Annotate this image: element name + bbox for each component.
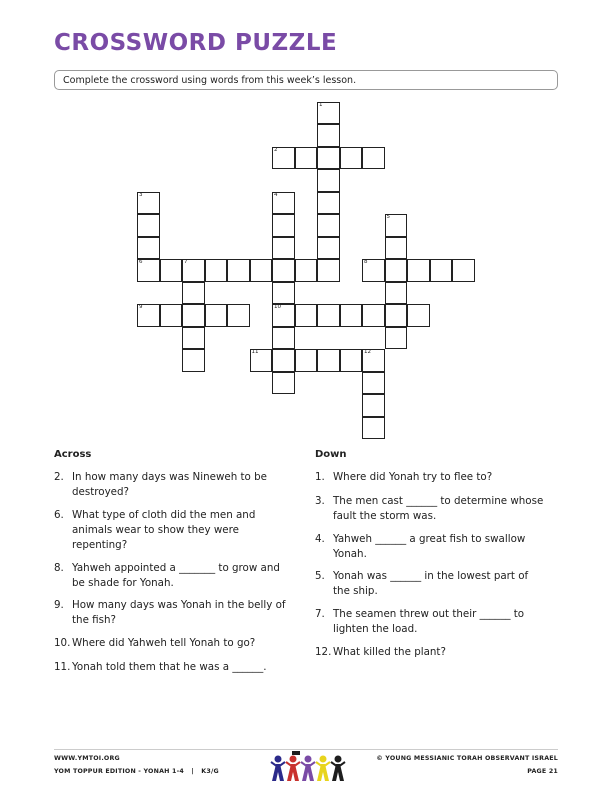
clue-number: 11 bbox=[251, 349, 259, 355]
instructions-box: Complete the crossword using words from this week’s lesson. bbox=[54, 70, 558, 90]
clue-item-text: Where did Yahweh tell Yonah to go? bbox=[72, 637, 256, 649]
crossword-cell[interactable] bbox=[272, 214, 295, 237]
crossword-cell[interactable] bbox=[272, 192, 295, 215]
crossword-cell[interactable] bbox=[385, 282, 408, 305]
clue-item-text: What type of cloth did the men and animals wear to show they were repenting? bbox=[72, 509, 256, 551]
footer-copyright: © YOUNG MESSIANIC TORAH OBSERVANT ISRAEL bbox=[376, 755, 558, 762]
crossword-cell[interactable] bbox=[182, 349, 205, 372]
crossword-cell[interactable] bbox=[317, 192, 340, 215]
crossword-cell[interactable] bbox=[182, 327, 205, 350]
crossword-cell[interactable] bbox=[272, 282, 295, 305]
logo-figure-head bbox=[290, 756, 297, 763]
crossword-cell[interactable] bbox=[362, 417, 385, 440]
clue-item bbox=[315, 494, 547, 524]
clue-item bbox=[315, 607, 547, 637]
ymtoi-logo bbox=[270, 750, 348, 782]
clue-item-number: 4. bbox=[315, 533, 325, 545]
footer-ages: K3/G bbox=[201, 768, 219, 775]
clue-number: 7 bbox=[184, 259, 188, 265]
clue-item-number: 11. bbox=[54, 661, 71, 673]
crossword-cell[interactable] bbox=[250, 349, 273, 372]
crossword-cell[interactable] bbox=[362, 304, 385, 327]
crossword-cell[interactable] bbox=[205, 304, 228, 327]
clue-item-text: Where did Yonah try to flee to? bbox=[333, 471, 493, 483]
clue-item-number: 6. bbox=[54, 509, 64, 521]
crossword-cell[interactable] bbox=[317, 169, 340, 192]
crossword-cell[interactable] bbox=[272, 304, 295, 327]
crossword-cell[interactable] bbox=[362, 147, 385, 170]
crossword-cell[interactable] bbox=[250, 259, 273, 282]
crossword-cell[interactable] bbox=[362, 372, 385, 395]
clue-item-number: 12. bbox=[315, 646, 332, 658]
crossword-cell[interactable] bbox=[340, 304, 363, 327]
crossword-cell[interactable] bbox=[272, 372, 295, 395]
crossword-cell[interactable] bbox=[317, 349, 340, 372]
logo-figure-head bbox=[275, 756, 282, 763]
crossword-cell[interactable] bbox=[407, 259, 430, 282]
clue-item-number: 10. bbox=[54, 637, 71, 649]
crossword-cell[interactable] bbox=[295, 304, 318, 327]
crossword-cell[interactable] bbox=[137, 192, 160, 215]
crossword-cell[interactable] bbox=[160, 304, 183, 327]
clue-item-number: 2. bbox=[54, 471, 64, 483]
footer-edition: YOM TOPPUR EDITION - YONAH 1-4 | K3/G bbox=[54, 768, 219, 775]
crossword-cell[interactable] bbox=[317, 259, 340, 282]
clue-item bbox=[315, 532, 547, 562]
crossword-cell[interactable] bbox=[317, 102, 340, 125]
clue-item bbox=[315, 645, 547, 660]
clue-item bbox=[315, 470, 547, 485]
crossword-cell[interactable] bbox=[295, 349, 318, 372]
clue-number: 3 bbox=[139, 191, 143, 198]
crossword-cell[interactable] bbox=[137, 237, 160, 260]
crossword-cell[interactable] bbox=[385, 327, 408, 350]
clue-item-number: 5. bbox=[315, 570, 325, 582]
footer-page-number: PAGE 21 bbox=[527, 768, 558, 775]
clue-item-number: 7. bbox=[315, 608, 325, 620]
clue-number: 9 bbox=[139, 304, 143, 310]
clue-item-text: How many days was Yonah in the belly of the fish? bbox=[72, 599, 286, 626]
crossword-cell[interactable] bbox=[385, 214, 408, 237]
clue-item-text: Yahweh ______ a great fish to swallow Yonah. bbox=[333, 533, 526, 560]
crossword-cell[interactable] bbox=[137, 304, 160, 327]
clue-number: 6 bbox=[139, 259, 143, 265]
clue-item-text: What killed the plant? bbox=[333, 646, 446, 658]
clue-number: 4 bbox=[274, 191, 278, 198]
crossword-cell[interactable] bbox=[137, 259, 160, 282]
clue-number: 8 bbox=[364, 259, 368, 265]
clue-item bbox=[54, 470, 286, 500]
crossword-cell[interactable] bbox=[272, 349, 295, 372]
clue-item-text: The men cast ______ to determine whose fault the storm was. bbox=[333, 495, 544, 522]
crossword-cell[interactable] bbox=[385, 259, 408, 282]
crossword-cell[interactable] bbox=[160, 259, 183, 282]
crossword-cell[interactable] bbox=[227, 304, 250, 327]
crossword-cell[interactable] bbox=[407, 304, 430, 327]
crossword-cell[interactable] bbox=[272, 147, 295, 170]
crossword-cell[interactable] bbox=[295, 259, 318, 282]
crossword-cell[interactable] bbox=[452, 259, 475, 282]
crossword-cell[interactable] bbox=[317, 124, 340, 147]
crossword-cell[interactable] bbox=[340, 349, 363, 372]
page-title: CROSSWORD PUZZLE bbox=[54, 30, 338, 56]
footer-edition-text: YOM TOPPUR EDITION - YONAH 1-4 bbox=[54, 768, 184, 775]
clue-number: 12 bbox=[364, 349, 371, 355]
crossword-cell[interactable] bbox=[317, 237, 340, 260]
down-heading: Down bbox=[315, 449, 347, 460]
logo-figure-head bbox=[335, 756, 342, 763]
across-heading: Across bbox=[54, 449, 92, 460]
crossword-cell[interactable] bbox=[340, 147, 363, 170]
crossword-cell[interactable] bbox=[362, 394, 385, 417]
crossword-cell[interactable] bbox=[272, 327, 295, 350]
clue-number: 1 bbox=[319, 101, 323, 108]
crossword-cell[interactable] bbox=[385, 237, 408, 260]
crossword-cell[interactable] bbox=[182, 282, 205, 305]
logo-figure-head bbox=[305, 756, 312, 763]
clue-item-text: Yahweh appointed a _______ to grow and be shade for Yonah. bbox=[72, 562, 280, 589]
clue-item bbox=[54, 508, 286, 553]
clue-item-number: 9. bbox=[54, 599, 64, 611]
clue-item-number: 1. bbox=[315, 471, 325, 483]
crossword-cell[interactable] bbox=[385, 304, 408, 327]
crossword-cell[interactable] bbox=[362, 349, 385, 372]
crossword-cell[interactable] bbox=[362, 259, 385, 282]
crossword-cell[interactable] bbox=[272, 237, 295, 260]
crossword-cell[interactable] bbox=[317, 147, 340, 170]
clue-item bbox=[54, 561, 286, 591]
logo-hat bbox=[292, 751, 300, 755]
clue-item-number: 3. bbox=[315, 495, 325, 507]
crossword-cell[interactable] bbox=[317, 214, 340, 237]
clue-item bbox=[315, 569, 547, 599]
clue-item-number: 8. bbox=[54, 562, 64, 574]
clue-item bbox=[54, 660, 286, 675]
clue-item-text: The seamen threw out their ______ to lighten the load. bbox=[333, 608, 525, 635]
crossword-cell[interactable] bbox=[205, 259, 228, 282]
crossword-cell[interactable] bbox=[317, 304, 340, 327]
clue-item-text: In how many days was Nineweh to be destroyed? bbox=[72, 471, 267, 498]
crossword-cell[interactable] bbox=[295, 147, 318, 170]
crossword-cell[interactable] bbox=[430, 259, 453, 282]
clue-item-text: Yonah told them that he was a ______. bbox=[72, 661, 267, 673]
crossword-cell[interactable] bbox=[227, 259, 250, 282]
logo-figure-head bbox=[320, 756, 327, 763]
clue-number: 2 bbox=[274, 146, 278, 153]
clue-number: 5 bbox=[386, 214, 390, 220]
clue-item bbox=[54, 636, 286, 651]
clue-item bbox=[54, 598, 286, 628]
crossword-cell[interactable] bbox=[137, 214, 160, 237]
crossword-cell[interactable] bbox=[272, 259, 295, 282]
footer-site: WWW.YMTOI.ORG bbox=[54, 755, 120, 762]
crossword-cell[interactable] bbox=[182, 259, 205, 282]
clue-item-text: Yonah was ______ in the lowest part of the ship. bbox=[333, 570, 529, 597]
clue-number: 10 bbox=[274, 304, 281, 310]
crossword-cell[interactable] bbox=[182, 304, 205, 327]
